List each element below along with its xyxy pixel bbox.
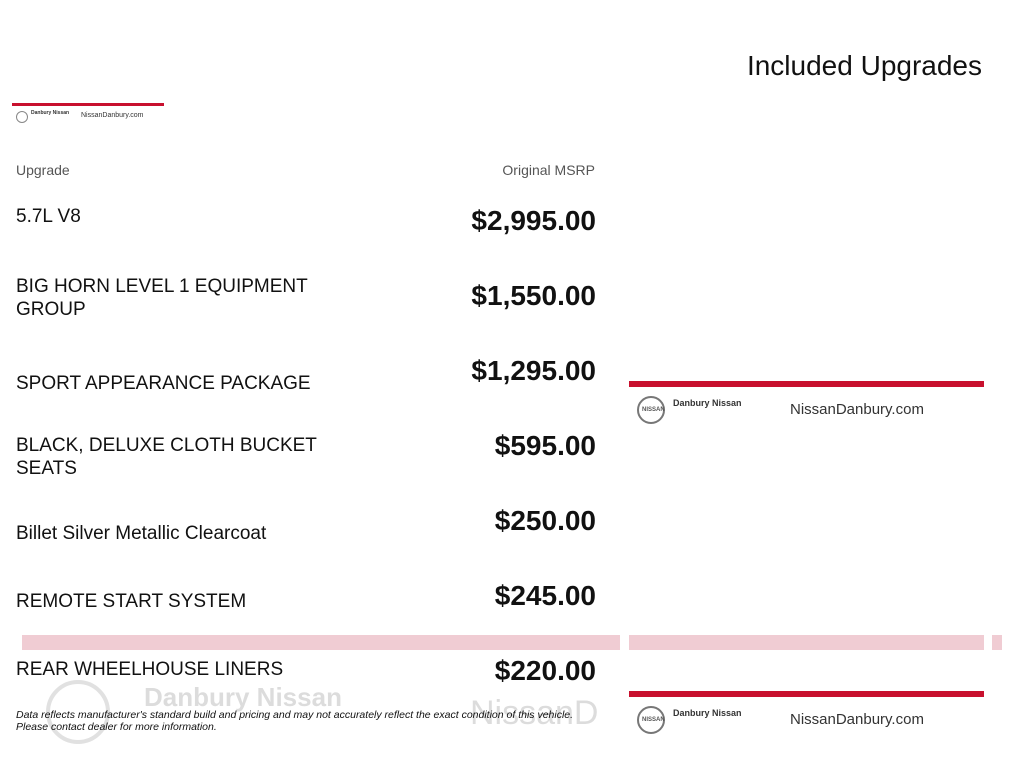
upgrade-price: $1,550.00 bbox=[471, 280, 596, 311]
divider-strip bbox=[629, 635, 984, 650]
dealer-logo-small bbox=[12, 103, 164, 123]
dealer-url: NissanDanbury.com bbox=[81, 112, 144, 119]
upgrade-price: $595.00 bbox=[494, 430, 596, 461]
upgrade-label: REAR WHEELHOUSE LINERS bbox=[16, 659, 284, 680]
disclaimer-line: Please contact dealer for more information. bbox=[16, 721, 217, 733]
table-row bbox=[16, 195, 596, 270]
upgrade-price: $220.00 bbox=[494, 655, 596, 686]
divider-strip bbox=[22, 635, 620, 650]
dealer-url: NissanDanbury.com bbox=[790, 711, 924, 728]
upgrade-label: BIG HORN LEVEL 1 EQUIPMENT GROUP bbox=[16, 276, 308, 320]
watermark-url: NissanD bbox=[470, 694, 599, 732]
logo-accent-bar bbox=[12, 103, 164, 106]
banner-accent-bar bbox=[629, 381, 984, 387]
nissan-badge-icon: NISSAN bbox=[637, 706, 665, 734]
upgrade-label: REMOTE START SYSTEM bbox=[16, 591, 247, 612]
table-row bbox=[16, 420, 596, 495]
upgrade-label: BLACK, DELUXE CLOTH BUCKET SEATS bbox=[16, 435, 317, 479]
page-title: Included Upgrades bbox=[746, 50, 982, 81]
table-row bbox=[16, 270, 596, 345]
table-row bbox=[16, 495, 596, 570]
disclaimer-line: Data reflects manufacturer's standard build and pricing and may not accurately reflect the exact condition of this vehicle. bbox=[16, 709, 574, 721]
column-header-msrp: Original MSRP bbox=[502, 162, 595, 178]
dealer-name: Danbury Nissan bbox=[673, 398, 742, 408]
nissan-badge-icon: NISSAN bbox=[637, 396, 665, 424]
table-row bbox=[16, 345, 596, 420]
divider-strip bbox=[992, 635, 1002, 650]
dealer-banner bbox=[629, 691, 984, 735]
dealer-banner bbox=[629, 381, 984, 425]
banner-accent-bar bbox=[629, 691, 984, 697]
table-row bbox=[16, 570, 596, 645]
upgrade-label: Billet Silver Metallic Clearcoat bbox=[16, 523, 267, 544]
watermark-dealer-name: Danbury Nissan bbox=[144, 682, 342, 712]
upgrade-label: SPORT APPEARANCE PACKAGE bbox=[16, 373, 311, 394]
upgrade-price: $1,295.00 bbox=[471, 355, 596, 386]
dealer-url: NissanDanbury.com bbox=[790, 401, 924, 418]
column-header-upgrade: Upgrade bbox=[16, 162, 70, 178]
upgrade-price: $2,995.00 bbox=[471, 205, 596, 236]
nissan-badge-icon bbox=[16, 111, 28, 123]
dealer-name: Danbury Nissan bbox=[673, 708, 742, 718]
upgrade-price: $250.00 bbox=[494, 505, 596, 536]
disclaimer bbox=[16, 709, 616, 733]
dealer-name: Danbury Nissan bbox=[31, 110, 70, 116]
upgrade-price: $245.00 bbox=[494, 580, 596, 611]
upgrade-label: 5.7L V8 bbox=[16, 206, 81, 227]
